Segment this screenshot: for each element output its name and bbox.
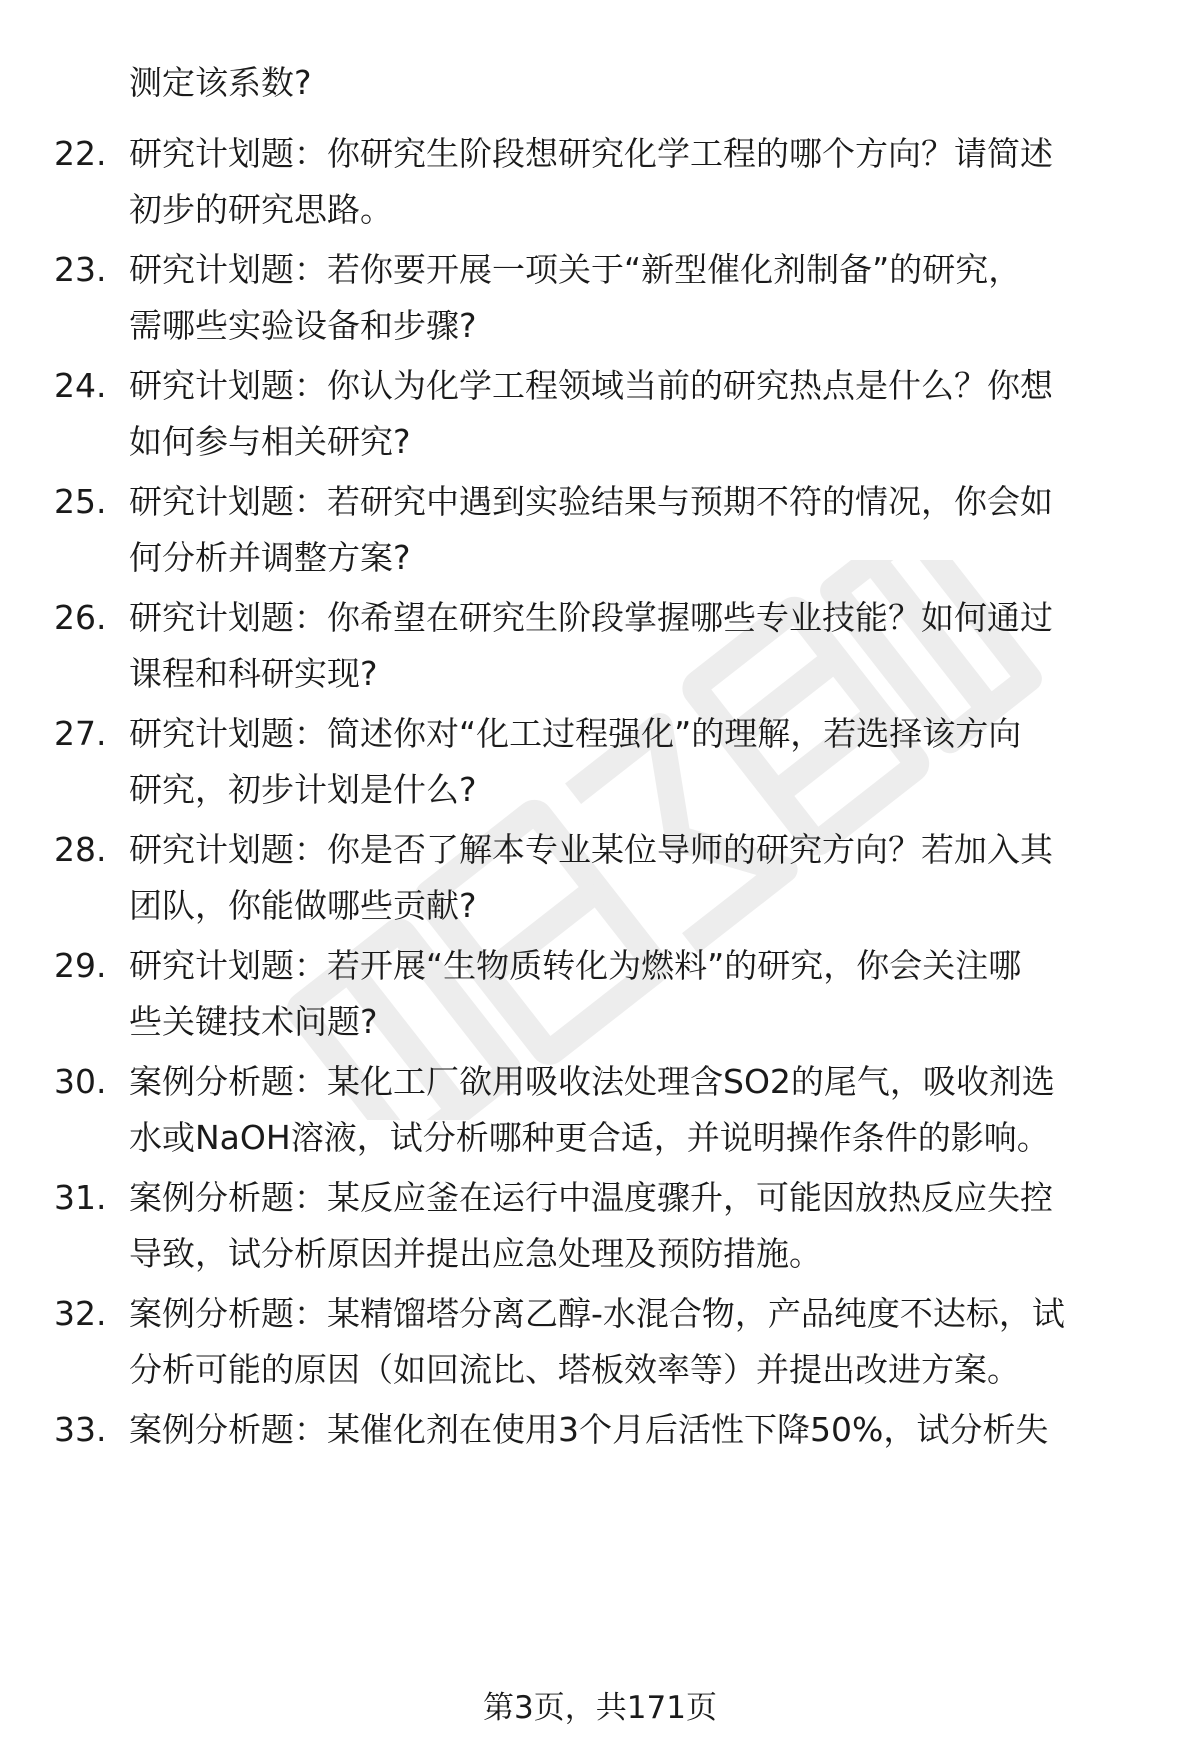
question-number: 25.: [54, 482, 107, 521]
question-text: [129, 126, 1159, 238]
question-number: 32.: [54, 1294, 107, 1333]
page-footer: 第3页，共171页: [483, 1690, 717, 1726]
question-line: 研究，初步计划是什么?: [129, 770, 477, 809]
question-text: [129, 1286, 1159, 1398]
question-text: [129, 1054, 1159, 1166]
question-line: 初步的研究思路。: [129, 190, 393, 229]
question-line: 研究计划题：你是否了解本专业某位导师的研究方向？若加入其: [129, 830, 1053, 869]
question-line: 些关键技术问题?: [129, 1002, 378, 1041]
question-number: 33.: [54, 1410, 107, 1449]
question-number: 27.: [54, 714, 107, 753]
question-text: [129, 1402, 1159, 1458]
question-line: 需哪些实验设备和步骤?: [129, 306, 477, 345]
question-text: [129, 358, 1159, 470]
question-line: 团队，你能做哪些贡献?: [129, 886, 477, 925]
question-line: 研究计划题：你希望在研究生阶段掌握哪些专业技能？如何通过: [129, 598, 1053, 637]
question-line: 何分析并调整方案?: [129, 538, 411, 577]
question-line: 研究计划题：若研究中遇到实验结果与预期不符的情况，你会如: [129, 482, 1053, 521]
question-number: 23.: [54, 250, 107, 289]
question-line: 分析可能的原因（如回流比、塔板效率等）并提出改进方案。: [129, 1350, 1020, 1389]
question-text: [129, 474, 1159, 586]
question-number: 26.: [54, 598, 107, 637]
question-text: [129, 706, 1159, 818]
question-line: 研究计划题：你研究生阶段想研究化学工程的哪个方向？请简述: [129, 134, 1053, 173]
question-line: 案例分析题：某化工厂欲用吸收法处理含SO2的尾气，吸收剂选: [129, 1062, 1055, 1101]
question-line: 案例分析题：某催化剂在使用3个月后活性下降50%，试分析失: [129, 1410, 1049, 1449]
question-number: 31.: [54, 1178, 107, 1217]
continuation-text: 测定该系数?: [129, 63, 312, 102]
question-number: 29.: [54, 946, 107, 985]
question-line: 研究计划题：若你要开展一项关于“新型催化剂制备”的研究，: [129, 250, 1022, 289]
question-number: 22.: [54, 134, 107, 173]
question-line: 水或NaOH溶液，试分析哪种更合适，并说明操作条件的影响。: [129, 1118, 1050, 1157]
question-number: 28.: [54, 830, 107, 869]
question-text: [129, 822, 1159, 934]
question-text: [129, 242, 1159, 354]
question-line: 案例分析题：某反应釜在运行中温度骤升，可能因放热反应失控: [129, 1178, 1053, 1217]
question-line: 研究计划题：你认为化学工程领域当前的研究热点是什么？你想: [129, 366, 1053, 405]
question-line: 课程和科研实现?: [129, 654, 378, 693]
question-line: 研究计划题：若开展“生物质转化为燃料”的研究，你会关注哪: [129, 946, 1022, 985]
question-line: 案例分析题：某精馏塔分离乙醇-水混合物，产品纯度不达标，试: [129, 1294, 1065, 1333]
question-line: 如何参与相关研究?: [129, 422, 411, 461]
question-number: 24.: [54, 366, 107, 405]
question-text: [129, 1170, 1159, 1282]
question-line: 导致，试分析原因并提出应急处理及预防措施。: [129, 1234, 822, 1273]
question-text: [129, 590, 1159, 702]
question-number: 30.: [54, 1062, 107, 1101]
question-line: 研究计划题：简述你对“化工过程强化”的理解，若选择该方向: [129, 714, 1022, 753]
question-text: [129, 938, 1159, 1050]
